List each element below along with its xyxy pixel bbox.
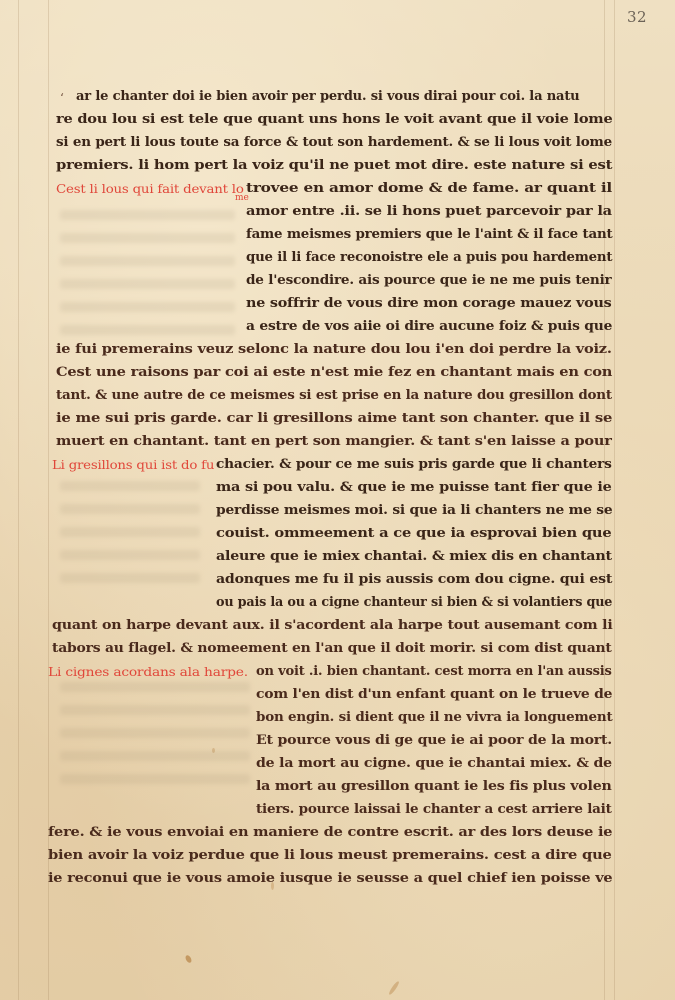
text-line: adonques me fu il pis aussis com dou cigne. qui est [216,572,613,587]
folio-number: 32 [627,8,648,26]
text-line: ou pais la ou a cigne chanteur si bien & si volantiers que [216,595,613,610]
text-line: de la mort au cigne. que ie chantai miex. & de [256,756,612,771]
text-line: bien avoir la voiz perdue que li lous meust premerains. cest a dire que [48,848,612,863]
rubric-wolf-superscript: me [235,193,249,203]
text-line: tabors au flagel. & nomeement en l'an que il doit morir. si com dist quant [52,641,612,656]
text-line: perdisse meismes moi. si que ia li chanters ne me se [216,503,613,518]
rubric-wolf: Cest li lous qui fait devant lo [56,181,244,196]
text-line: ne soffrir de vous dire mon corage mauez vous [246,296,612,311]
text-line: la mort au gresillon quant ie les fis plus volen [256,779,612,794]
text-line: tiers. pource laissai le chanter a cest arriere lait [256,802,612,817]
text-line: fere. & ie vous envoiai en maniere de contre escrit. ar des lors deuse ie [48,825,613,840]
text-line: muert en chantant. tant en pert son mangier. & tant s'en laisse a pour [56,434,612,449]
text-line: aleure que ie miex chantai. & miex dis en chantant [216,549,612,564]
text-line: a estre de vos aiie oi dire aucune foiz & puis que [246,319,613,334]
show-through [60,751,250,761]
text-line: Et pource vous di ge que ie ai poor de la mort. [256,733,612,748]
initial-guide-mark: ‘ [60,91,64,105]
ruling-line-outer-right [614,0,615,1000]
show-through [60,210,235,220]
show-through [60,279,235,289]
show-through [60,682,250,692]
text-line: ie me sui pris garde. car li gresillons aime tant son chanter. que il se [56,411,613,426]
text-line: fame meismes premiers que le l'aint & il face tant [246,227,613,242]
text-line: amor entre .ii. se li hons puet parcevoir par la [246,204,612,219]
ruling-line-outer-left [18,0,19,1000]
rubric-swan: Li cignes acordans ala harpe. [48,664,248,679]
text-line: trovee en amor dome & de fame. ar quant il [246,181,612,196]
show-through [60,774,250,784]
show-through [60,256,235,266]
show-through [60,233,235,243]
rubric-cricket: Li gresillons qui ist do fu [52,457,215,472]
show-through [60,550,200,560]
text-line: Cest une raisons par coi ai este n'est mie fez en chantant mais en con [56,365,613,380]
text-line: ar le chanter doi ie bien avoir per perdu. si vous dirai pour coi. la natu [76,89,580,104]
text-line: si en pert li lous toute sa force & tout son hardement. & se li lous voit lome [56,135,612,150]
parchment-stain [388,980,400,995]
text-line: ie reconui que ie vous amoie iusque ie seusse a quel chief ien poisse ve [48,871,613,886]
show-through [60,527,200,537]
show-through [60,302,235,312]
show-through [60,481,200,491]
text-line: chacier. & pour ce me suis pris garde que li chanters [216,457,612,472]
show-through [60,504,200,514]
text-line: re dou lou si est tele que quant uns hons le voit avant que il voie lome [56,112,613,127]
text-line: premiers. li hom pert la voiz qu'il ne puet mot dire. este nature si est [56,158,613,173]
show-through [60,573,200,583]
text-line: com l'en dist d'un enfant quant on le trueve de [256,687,613,702]
text-line: tant. & une autre de ce meismes si est prise en la nature dou gresillon dont [56,388,612,403]
text-line: ie fui premerains veuz selonc la nature dou lou i'en doi perdre la voiz. [56,342,612,357]
text-line: quant on harpe devant aux. il s'acordent ala harpe tout ausemant com li [52,618,613,633]
text-line: ma si pou valu. & que ie me puisse tant fier que ie [216,480,612,495]
text-line: bon engin. si dient que il ne vivra ia longuement [256,710,613,725]
text-line: on voit .i. bien chantant. cest morra en l'an aussis [256,664,612,679]
text-line: que il li face reconoistre ele a puis pou hardement [246,250,613,265]
parchment-stain [184,954,192,963]
text-line: couist. ommeement a ce que ia esprovai bien que [216,526,612,541]
show-through [60,325,235,335]
show-through [60,728,250,738]
show-through [60,705,250,715]
text-line: de l'escondire. ais pource que ie ne me puis tenir [246,273,612,288]
